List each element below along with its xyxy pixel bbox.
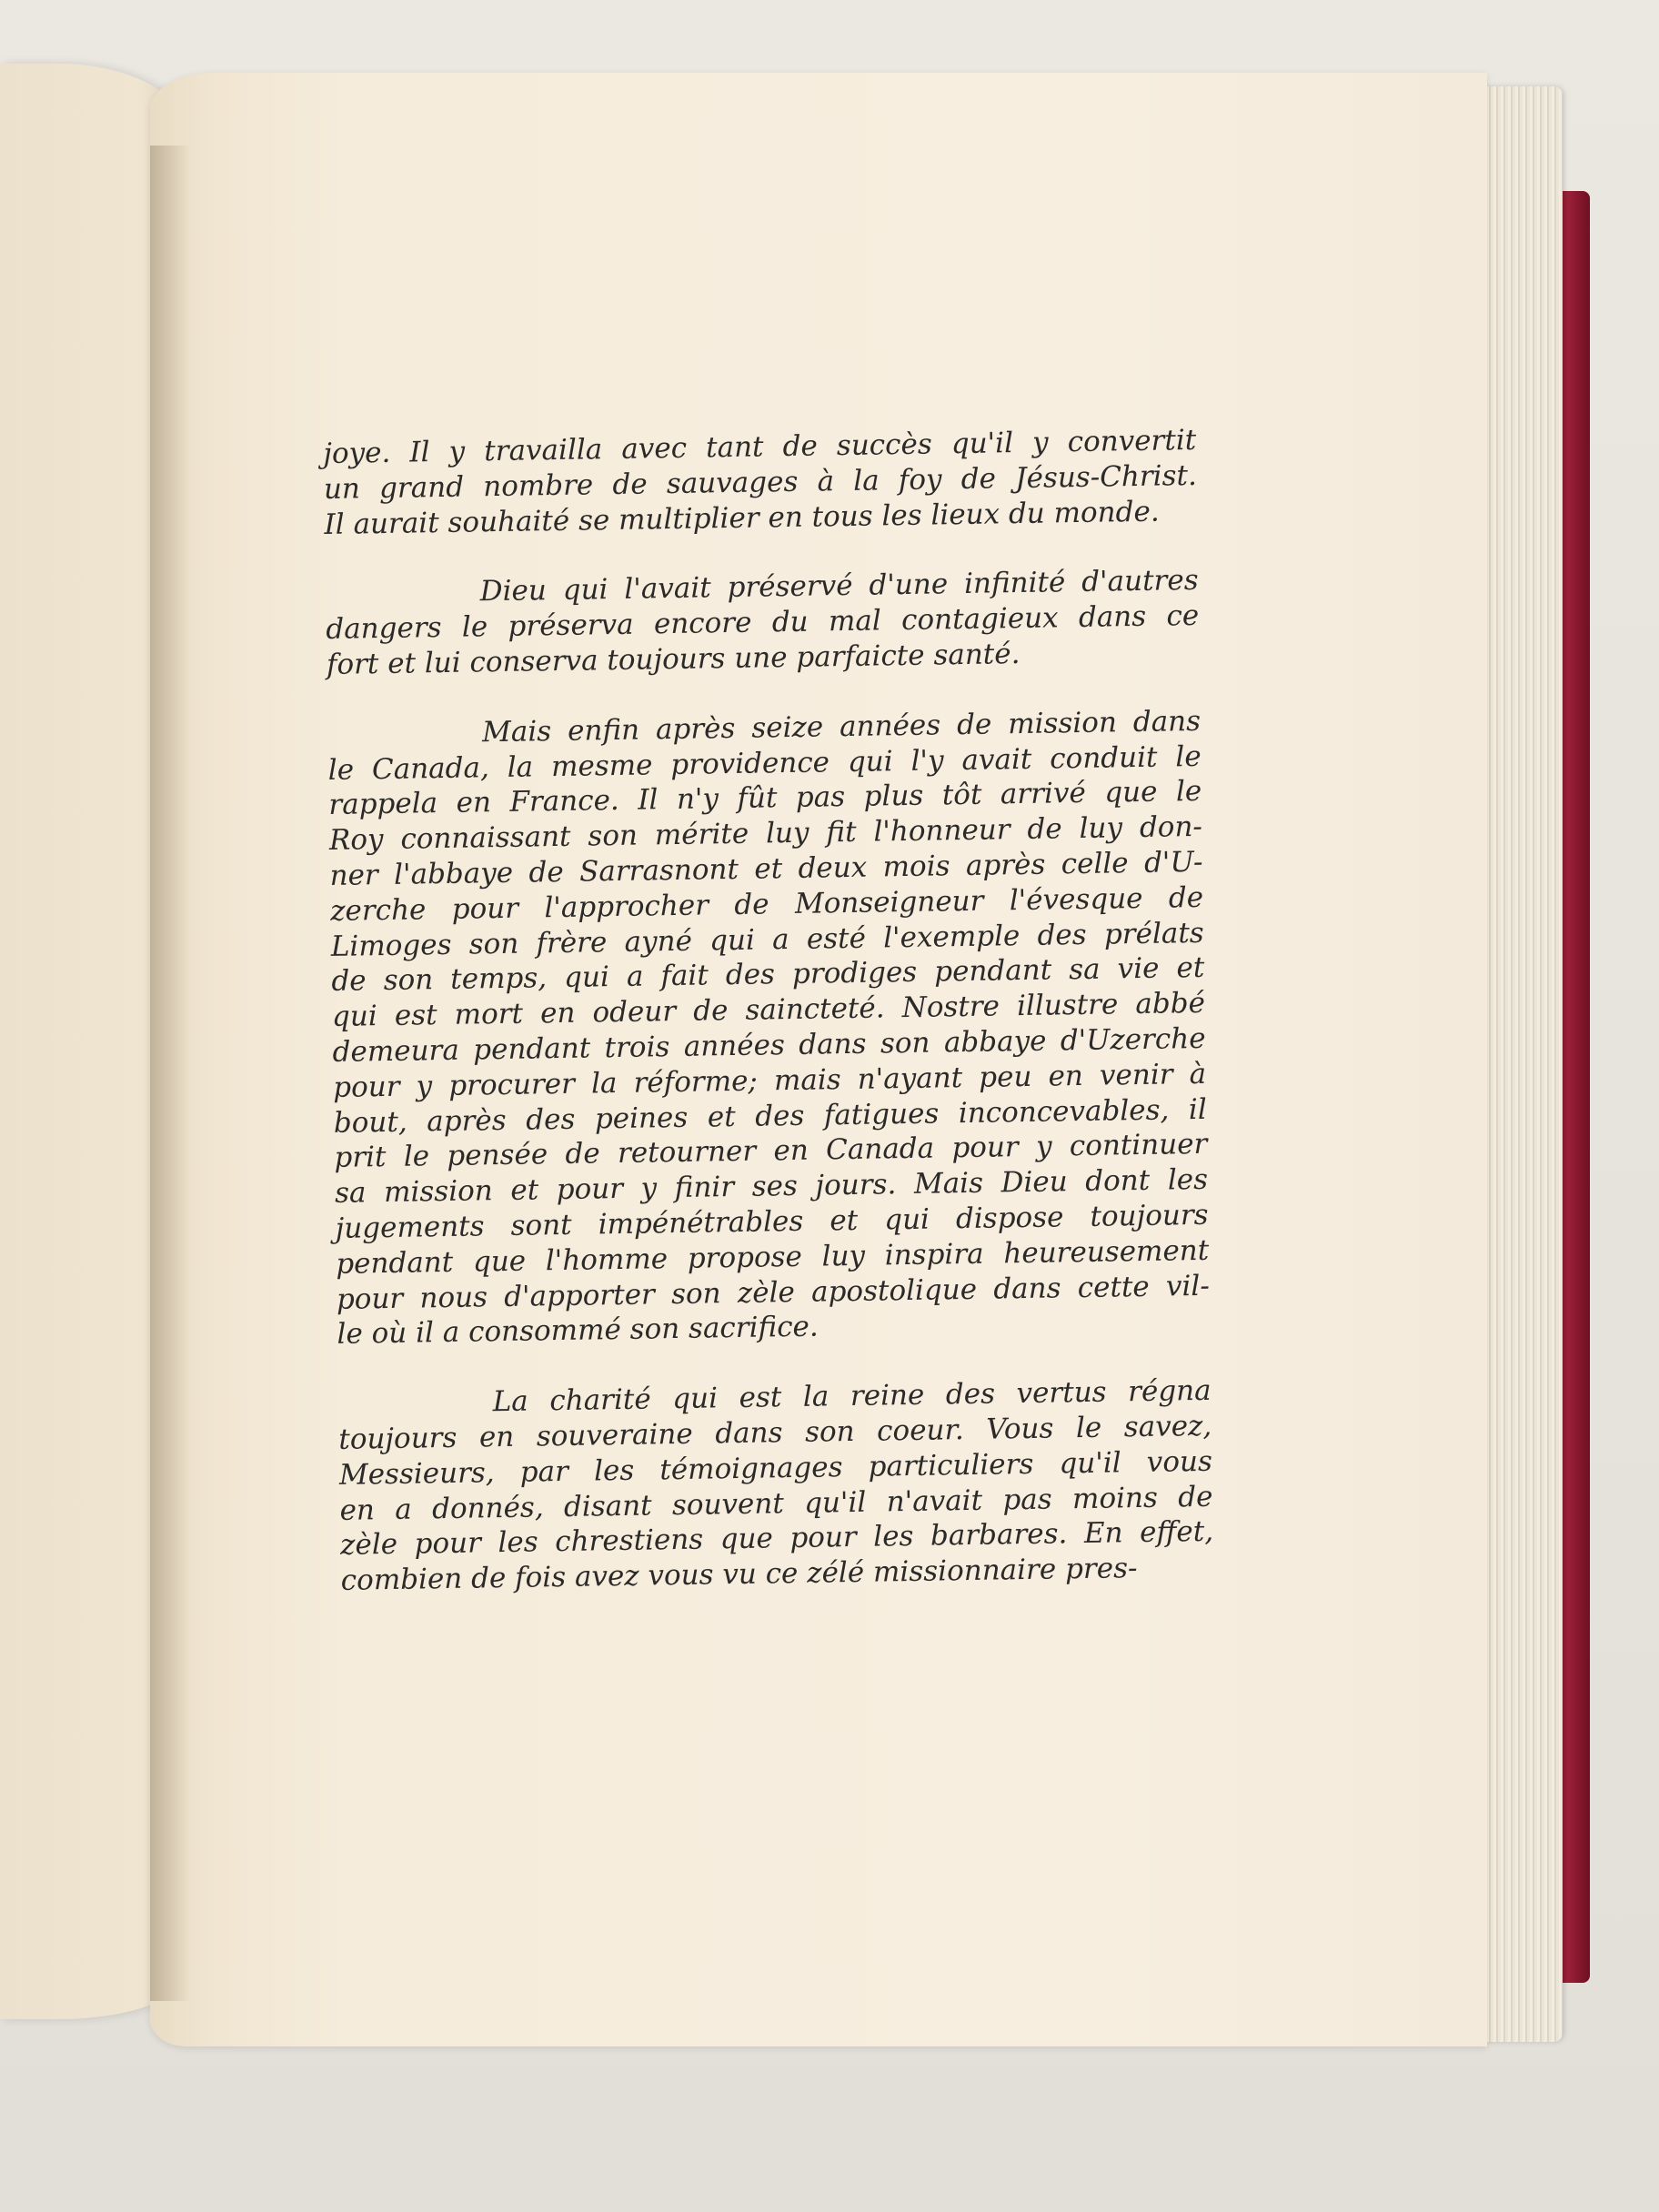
text-line: prit le pensée de retourner en Canada pour y continuer <box>334 1128 1208 1175</box>
body-text <box>323 423 1215 1634</box>
text-line: Mais enfin après seize années de mission dans <box>481 704 1202 749</box>
paragraph <box>323 423 1198 542</box>
paragraph <box>325 563 1200 682</box>
text-line: de son temps, qui a fait des prodiges pendant sa vie et <box>331 951 1205 999</box>
text-line: Dieu qui l'avait préservé d'une infinité d'autres <box>479 564 1199 608</box>
text-line: un grand nombre de sauvages à la foy de Jésus-Christ. <box>323 458 1198 506</box>
text-line: combien de fois avez vous vu ce zélé missionnaire pres- <box>340 1552 1138 1597</box>
text-line: Limoges son frère ayné qui a esté l'exemple des prélats <box>330 916 1204 963</box>
text-line: demeura pendant trois années dans son abbaye d'Uzerche <box>332 1021 1206 1069</box>
text-line: le Canada, la mesme providence qui l'y avait conduit le <box>327 739 1202 787</box>
text-line: sa mission et pour y finir ses jours. Mais Dieu dont les <box>334 1162 1209 1211</box>
text-line: Roy connaissant son mérite luy fit l'honneur de luy don- <box>328 810 1203 858</box>
text-line: pour y procurer la réforme; mais n'ayant peu en venir à <box>332 1057 1207 1104</box>
text-line: bout, après des peines et des fatigues inconcevables, il <box>333 1092 1208 1140</box>
text-line: ner l'abbaye de Sarrasnont et deux mois après celle d'U- <box>329 845 1203 892</box>
text-line: dangers le préserva encore du mal contagieux dans ce <box>326 599 1200 647</box>
text-line: rappela en France. Il n'y fût pas plus tôt arrivé que le <box>328 775 1202 822</box>
text-line: qui est mort en odeur de saincteté. Nostre illustre abbé <box>331 987 1206 1034</box>
text-line: toujours en souveraine dans son coeur. Vous le savez, <box>338 1409 1212 1456</box>
text-line: en a donnés, disant souvent qu'il n'avait pas moins de <box>339 1480 1213 1527</box>
paragraph <box>337 1373 1214 1599</box>
text-line: le où il a consommé son sacrifice. <box>337 1310 819 1352</box>
text-line: zerche pour l'approcher de Monseigneur l'évesque de <box>329 880 1204 928</box>
text-line: fort et lui conserva toujours une parfaicte santé. <box>326 637 1021 681</box>
text-line: pendant que l'homme propose luy inspira heureusement <box>336 1233 1210 1281</box>
gutter-shadow <box>150 146 191 2001</box>
paragraph <box>327 704 1211 1352</box>
text-line: zèle pour les chrestiens que pour les barbares. En effet, <box>339 1515 1214 1563</box>
text-line: Messieurs, par les témoignages particuliers qu'il vous <box>338 1444 1213 1492</box>
text-line: jugements sont impénétrables et qui dispose toujours <box>335 1198 1209 1245</box>
text-line: Il aurait souhaité se multiplier en tous les lieux du monde. <box>324 495 1160 541</box>
text-line: pour nous d'apporter son zèle apostolique dans cette vil- <box>336 1269 1211 1316</box>
text-line: La charité qui est la reine des vertus régna <box>492 1373 1212 1419</box>
text-line: joye. Il y travailla avec tant de succès qu'il y convertit <box>323 423 1197 470</box>
